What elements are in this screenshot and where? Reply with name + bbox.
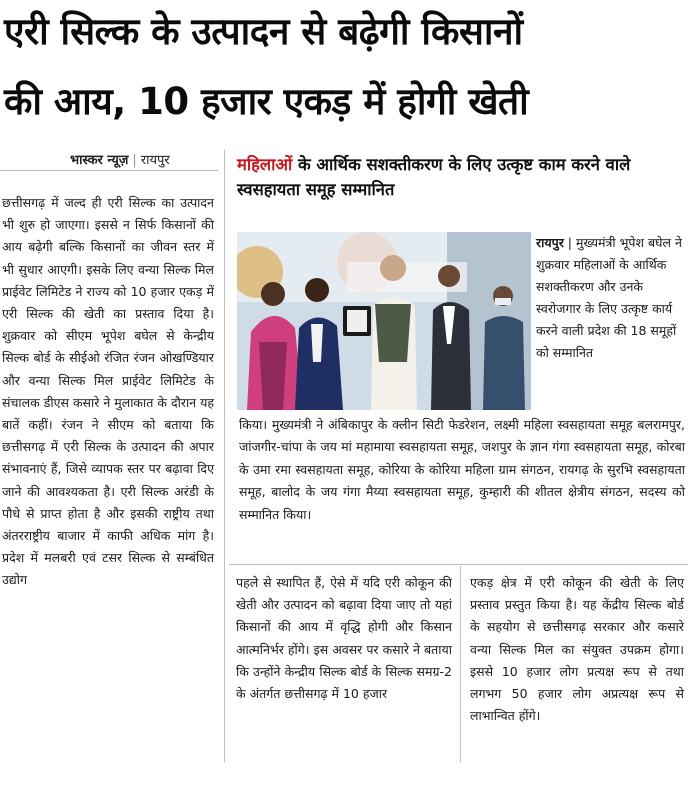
story-column-1: छत्तीसगढ़ में जल्द ही एरी सिल्क का उत्पादन भी शुरु हो जाएगा। इससे न सिर्फ किसानों की आय बढ़ेगी बल्कि किसानों का जीवन स्तर में भी सुधार आएगी। इसके लिए वन्या सिल्क मिल प्राईवेट लिमिटेड ने राज्य को 10 हजार एकड़ में एरी सिल्क की खेती का प्रस्ताव दिया है। शुक्रवार को सीएम भूपेश बघेल से केन्द्रीय सिल्क बोर्ड के सीईओ रंजित रंजन ओखण्डियार और वन्या सिल्क मिल प्राईवेट लिमिटेड के संचालक डीएस कसारे ने मुलाकात के दौरान यह बातें कहीं। रंजन ने सीएम को बताया कि छत्तीसगढ़ में एरी सिल्क के उत्पादन की अपार संभावनाएं हैं, जिसे व्यापक स्तर पर बढ़ावा दिए जाने की आवश्यकता है। एरी सिल्क अरंडी के पौधे से प्राप्त होता है और इसकी राष्ट्रीय तथा अंतरराष्ट्रीय बाजार में काफी अधिक मांग है। प्रदेश में मलबरी एवं टसर सिल्क से सम्बंधित उद्योग bbox=[2, 195, 214, 588]
box-body-text: किया। मुख्यमंत्री ने अंबिकापुर के क्लीन सिटी फेडरेशन, लक्ष्मी महिला स्वसहायता समूह बलरामपुर, जांजगीर-चांपा के जय मां महामाया स्वसहायता समूह, जशपुर के ज्ञान गंगा स्वसहायता समूह, कोरबा के उमा रमा स्वसहायता समूह, कोरिया के कोरिया महिला ग्राम संगठन, रायगढ़ के सुरभि स्वसहायता समूह, बालोद के जय गंगा मैय्या स्वसहायता समूह, कुम्हारी की शीतल क्षेत्रीय संगठन, सदस्य को सम्मानित किया। bbox=[239, 417, 685, 522]
byline-place: रायपुर bbox=[140, 153, 170, 168]
box-side-place: रायपुर bbox=[536, 235, 564, 250]
box-side-separator: | bbox=[563, 235, 576, 250]
box-side-text bbox=[536, 232, 686, 364]
box-side-body: मुख्यमंत्री भूपेश बघेल ने शुक्रवार महिलाओं के आर्थिक सशक्तीकरण और उनके स्वरोजगार के लिए उत्कृष्ट कार्य करने वाली प्रदेश की 18 समूहों को सम्मानित bbox=[536, 235, 682, 360]
box-bottom-rule bbox=[229, 564, 688, 565]
column-divider-1 bbox=[224, 150, 225, 762]
story-column-2: पहले से स्थापित हैं, ऐसे में यदि एरी कोकून की खेती और उत्पादन को बढ़ावा दिया जाए तो यहां किसानों की आय में वृद्धि होगी और किसान आत्मनिर्भर होंगे। इस अवसर पर कसारे ने बताया कि उन्होंने केन्द्रीय सिल्क बोर्ड के सिल्क समग्र-2 के अंतर्गत छत्तीसगढ़ में 10 हजार bbox=[236, 575, 452, 702]
rule-byline bbox=[0, 170, 218, 171]
byline-source: भास्कर न्यूज़ bbox=[70, 153, 129, 168]
story-column-3: एकड़ क्षेत्र में एरी कोकून की खेती के लिए प्रस्ताव प्रस्तुत किया है। यह केंद्रीय सिल्क बोर्ड के सहयोग से छत्तीसगढ़ सरकार और कसारे वन्या सिल्क मिल का संयुक्त उपक्रम होगा। इससे 10 हजार लोग प्रत्यक्ष रूप से तथा लगभग 50 हजार लोग अप्रत्यक्ष रूप से लाभान्वित होंगे। bbox=[470, 575, 684, 724]
column-divider-2 bbox=[460, 566, 461, 762]
award-ceremony-photo bbox=[237, 232, 531, 410]
byline bbox=[70, 150, 170, 168]
box-title-rest: के आर्थिक सशक्तीकरण के लिए उत्कृष्ट काम करने वाले स्वसहायता समूह सम्मानित bbox=[237, 155, 631, 199]
box-title bbox=[237, 152, 685, 202]
headline-line-1: एरी सिल्क के उत्पादन से बढ़ेगी किसानों bbox=[4, 10, 523, 53]
box-title-highlight: महिलाओं bbox=[237, 155, 293, 174]
headline-line-2: की आय, 10 हजार एकड़ में होगी खेती bbox=[4, 80, 529, 123]
byline-separator: | bbox=[132, 153, 137, 168]
